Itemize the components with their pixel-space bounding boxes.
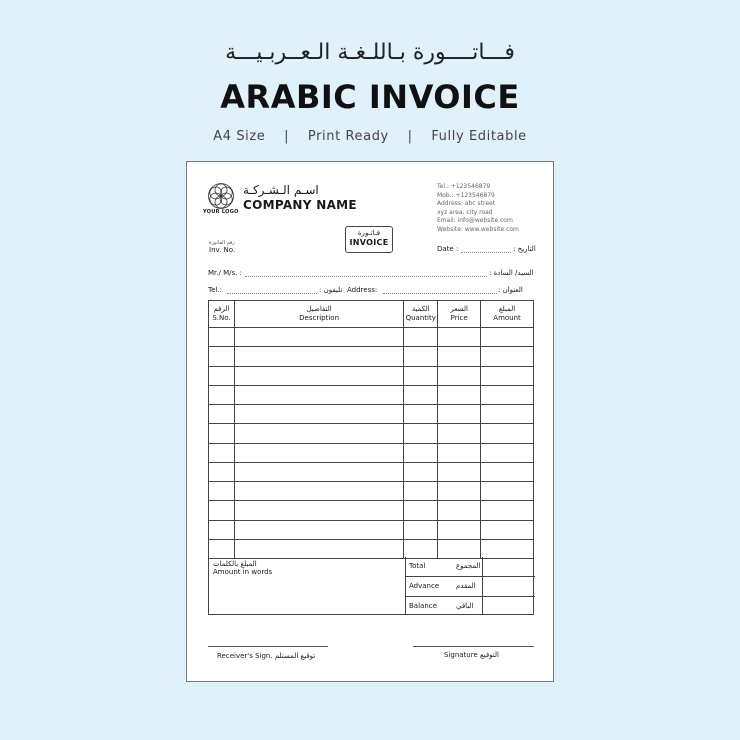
table-cell[interactable] — [209, 501, 235, 520]
table-cell[interactable] — [438, 347, 481, 366]
total-field[interactable] — [482, 557, 536, 576]
table-row — [209, 482, 534, 501]
customer-label-arabic: : السيد/ السادة — [489, 269, 534, 277]
table-row — [209, 443, 534, 462]
table-cell[interactable] — [481, 366, 534, 385]
table-cell[interactable] — [481, 482, 534, 501]
signature-label: Signature التوقيع — [444, 651, 499, 659]
table-cell[interactable] — [481, 385, 534, 404]
table-cell[interactable] — [234, 405, 403, 424]
table-cell[interactable] — [481, 520, 534, 539]
table-cell[interactable] — [481, 462, 534, 481]
table-row — [209, 501, 534, 520]
table-cell[interactable] — [209, 385, 235, 404]
separator: | — [407, 129, 413, 144]
table-cell[interactable] — [438, 366, 481, 385]
tel-field[interactable] — [227, 293, 317, 294]
table-cell[interactable] — [209, 482, 235, 501]
table-cell[interactable] — [404, 520, 438, 539]
table-cell[interactable] — [438, 424, 481, 443]
contact-tel: Tel.: +123546879 — [437, 183, 491, 190]
table-row — [209, 424, 534, 443]
address-field[interactable] — [383, 293, 497, 294]
table-cell[interactable] — [209, 405, 235, 424]
table-cell[interactable] — [481, 424, 534, 443]
table-cell[interactable] — [481, 328, 534, 347]
invoice-badge-arabic: فـاتـورة — [357, 229, 381, 237]
table-cell[interactable] — [438, 405, 481, 424]
table-cell[interactable] — [438, 539, 481, 558]
table-cell[interactable] — [234, 462, 403, 481]
table-cell[interactable] — [209, 520, 235, 539]
company-name: COMPANY NAME — [243, 198, 357, 212]
contact-email: Email: info@website.com — [437, 217, 513, 225]
table-cell[interactable] — [404, 328, 438, 347]
feature-line — [0, 129, 740, 144]
advance-field[interactable] — [482, 577, 536, 595]
table-cell[interactable] — [481, 347, 534, 366]
logo-text: YOUR LOGO — [203, 209, 239, 215]
table-cell[interactable] — [438, 482, 481, 501]
table-cell[interactable] — [234, 539, 403, 558]
table-cell[interactable] — [404, 347, 438, 366]
table-cell[interactable] — [404, 405, 438, 424]
logo-icon — [207, 182, 235, 210]
table-cell[interactable] — [438, 328, 481, 347]
date-label-arabic: : التاريخ — [513, 245, 536, 253]
customer-field[interactable] — [245, 276, 487, 277]
invoice-number-label-arabic: رقم الفاتورة — [209, 240, 235, 246]
table-cell[interactable] — [481, 501, 534, 520]
column-amount: المبلغ Amount — [481, 301, 534, 328]
table-cell[interactable] — [234, 347, 403, 366]
column-quantity: الكمية Quantity — [404, 301, 438, 328]
arabic-heading: فـــاتــــورة بـاللـغـة الـعــربـيـــة — [225, 40, 515, 65]
contact-mob: Mob.: +123546879 — [437, 191, 495, 199]
table-cell[interactable] — [209, 443, 235, 462]
table-cell[interactable] — [404, 366, 438, 385]
table-cell[interactable] — [481, 443, 534, 462]
column-price: السعر Price — [438, 301, 481, 328]
page-title: ARABIC INVOICE — [220, 78, 520, 116]
table-cell[interactable] — [234, 328, 403, 347]
balance-label: Balance — [409, 601, 437, 610]
total-label-arabic: المجموع — [456, 562, 481, 570]
table-cell[interactable] — [209, 366, 235, 385]
table-row — [209, 539, 534, 558]
items-table — [208, 300, 534, 559]
table-cell[interactable] — [234, 385, 403, 404]
table-cell[interactable] — [234, 482, 403, 501]
feature-editable: Fully Editable — [431, 129, 527, 144]
table-cell[interactable] — [438, 385, 481, 404]
tel-label-arabic: : تليفون — [319, 286, 343, 294]
table-cell[interactable] — [404, 501, 438, 520]
tel-label: Tel.: — [208, 286, 222, 294]
receiver-signature-label: Receiver's Sign. توقيع المستلم — [217, 652, 316, 660]
feature-a4: A4 Size — [213, 129, 266, 144]
advance-label: Advance — [409, 582, 440, 591]
table-row — [209, 328, 534, 347]
table-cell[interactable] — [209, 462, 235, 481]
address-label-arabic: : العنوان — [498, 286, 523, 294]
column-description: التفاصيل Description — [234, 301, 403, 328]
table-cell[interactable] — [438, 462, 481, 481]
balance-field[interactable] — [482, 597, 536, 615]
invoice-badge-text: INVOICE — [349, 238, 389, 247]
table-row — [209, 520, 534, 539]
table-header-row — [209, 301, 534, 328]
table-cell[interactable] — [438, 443, 481, 462]
table-cell[interactable] — [234, 443, 403, 462]
table-cell[interactable] — [438, 520, 481, 539]
amount-in-words-label-arabic: المبلغ بالكلمات — [213, 560, 257, 568]
date-label: Date : — [437, 245, 459, 253]
invoice-number-label: Inv. No. — [209, 246, 236, 254]
contact-website: Website: www.website.com — [437, 225, 519, 233]
address-label: Address: — [347, 286, 378, 294]
feature-print: Print Ready — [307, 129, 389, 144]
invoice-badge — [345, 226, 393, 253]
table-cell[interactable] — [234, 501, 403, 520]
table-cell[interactable] — [481, 539, 534, 558]
column-sno: الرقم S.No. — [209, 301, 235, 328]
invoice-sheet — [186, 161, 554, 682]
table-cell[interactable] — [234, 520, 403, 539]
table-cell[interactable] — [438, 501, 481, 520]
advance-row — [405, 576, 535, 595]
table-cell[interactable] — [404, 482, 438, 501]
balance-row — [405, 596, 535, 615]
table-cell[interactable] — [234, 424, 403, 443]
receiver-signature-line[interactable] — [208, 646, 328, 647]
customer-label: Mr./ M/s. : — [208, 269, 242, 277]
table-row — [209, 405, 534, 424]
table-cell[interactable] — [404, 424, 438, 443]
table-cell[interactable] — [404, 462, 438, 481]
table-cell[interactable] — [209, 347, 235, 366]
table-cell[interactable] — [481, 405, 534, 424]
separator: | — [284, 129, 290, 144]
signature-line[interactable] — [413, 646, 534, 647]
table-cell[interactable] — [209, 424, 235, 443]
table-cell[interactable] — [404, 443, 438, 462]
table-cell[interactable] — [404, 539, 438, 558]
table-row — [209, 347, 534, 366]
contact-address-line2: xyz area, city road — [437, 208, 493, 216]
total-label: Total — [409, 562, 426, 570]
table-cell[interactable] — [234, 366, 403, 385]
table-cell[interactable] — [209, 328, 235, 347]
date-field[interactable] — [461, 252, 511, 253]
company-name-arabic: اسـم الـشـركـة — [243, 183, 319, 197]
contact-block — [437, 183, 519, 235]
table-cell[interactable] — [404, 385, 438, 404]
contact-address: Address: abc street — [437, 200, 496, 208]
table-cell[interactable] — [209, 539, 235, 558]
table-row — [209, 366, 534, 385]
table-row — [209, 462, 534, 481]
total-row — [405, 557, 535, 576]
totals-section — [208, 557, 534, 615]
balance-label-arabic: الباقي — [456, 601, 474, 610]
table-row — [209, 385, 534, 404]
amount-in-words-label: Amount in words — [213, 568, 273, 576]
advance-label-arabic: المقدم — [456, 582, 476, 591]
